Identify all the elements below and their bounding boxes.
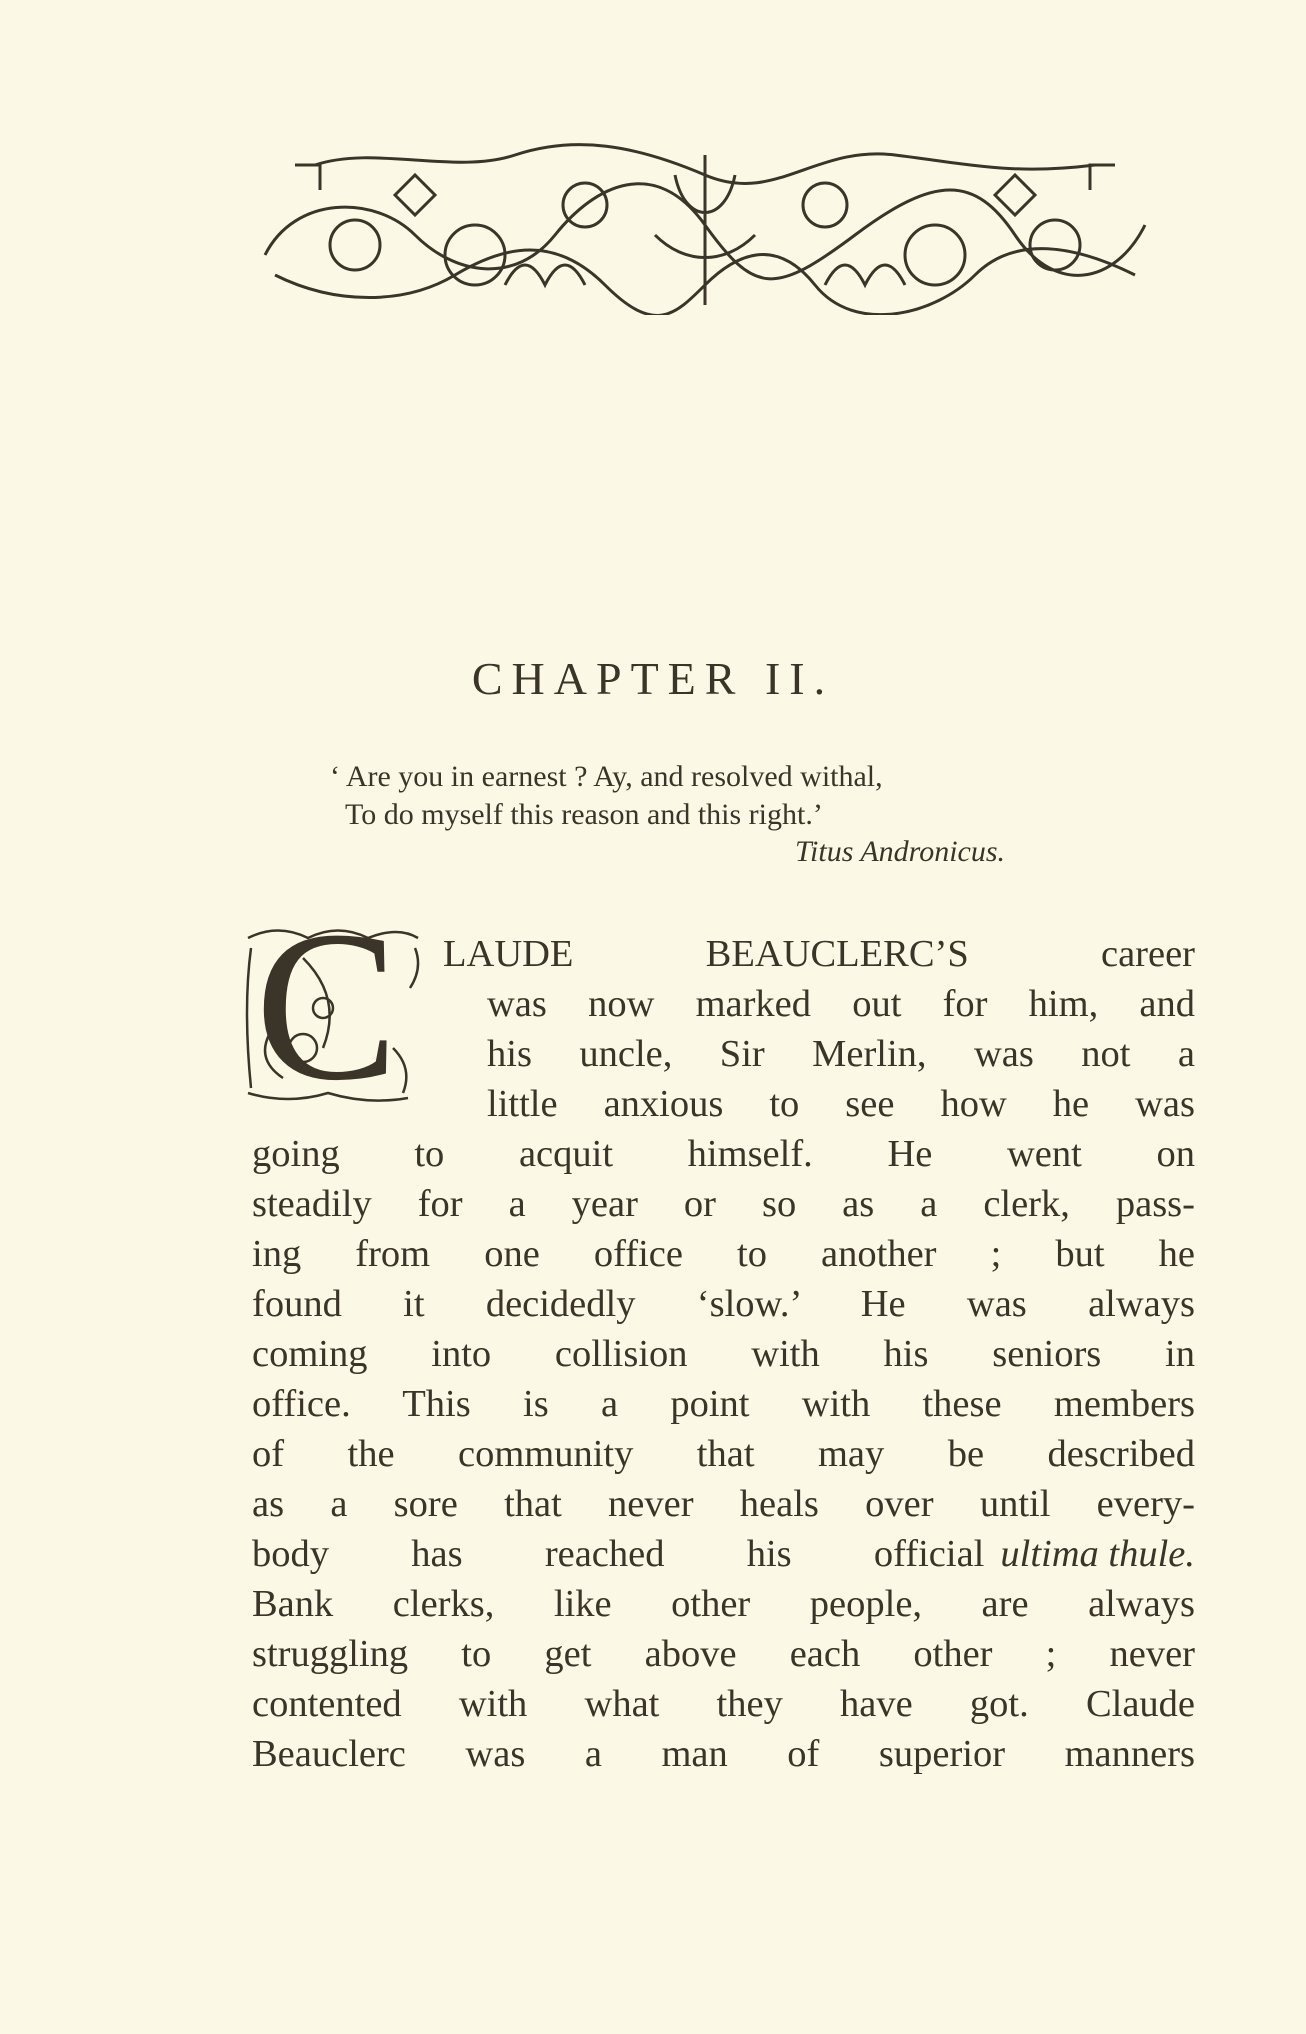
drop-cap-illuminated-c — [243, 886, 423, 1125]
body-line: of the community that may be described — [252, 1433, 1195, 1475]
body-line: ing from one office to another ; but he — [252, 1233, 1195, 1275]
body-line: found it decidedly ‘slow.’ He was always — [252, 1283, 1195, 1325]
body-line: his uncle, Sir Merlin, was not a — [487, 1033, 1195, 1075]
body-line: LAUDE BEAUCLERC’S career — [443, 933, 1195, 975]
chapter-title: CHAPTER II. — [471, 653, 835, 704]
body-line: struggling to get above each other ; never — [252, 1633, 1195, 1675]
body-line: contented with what they have got. Claude — [252, 1683, 1195, 1725]
epigraph-attribution: Titus Andronicus. — [795, 835, 1006, 868]
body-line-text: body has reached his official — [252, 1533, 985, 1575]
body-line: office. This is a point with these members — [252, 1383, 1195, 1425]
decorative-headpiece-ornament — [255, 135, 1155, 315]
body-line: was now marked out for him, and — [487, 983, 1195, 1025]
body-line: Bank clerks, like other people, are always — [252, 1583, 1195, 1625]
epigraph-line: ‘ Are you in earnest ? Ay, and resolved withal, — [330, 760, 883, 793]
body-line: Beauclerc was a man of superior manners — [252, 1733, 1195, 1775]
body-line: steadily for a year or so as a clerk, pass- — [252, 1183, 1195, 1225]
body-line — [252, 1529, 1195, 1579]
drop-cap-letter: C — [255, 886, 399, 1125]
body-line: going to acquit himself. He went on — [252, 1133, 1195, 1175]
body-line: coming into collision with his seniors in — [252, 1333, 1195, 1375]
body-line: little anxious to see how he was — [487, 1083, 1195, 1125]
epigraph-line: To do myself this reason and this right.’ — [345, 798, 823, 831]
body-line: as a sore that never heals over until every- — [252, 1483, 1195, 1525]
italic-phrase: ultima thule. — [1000, 1533, 1195, 1575]
